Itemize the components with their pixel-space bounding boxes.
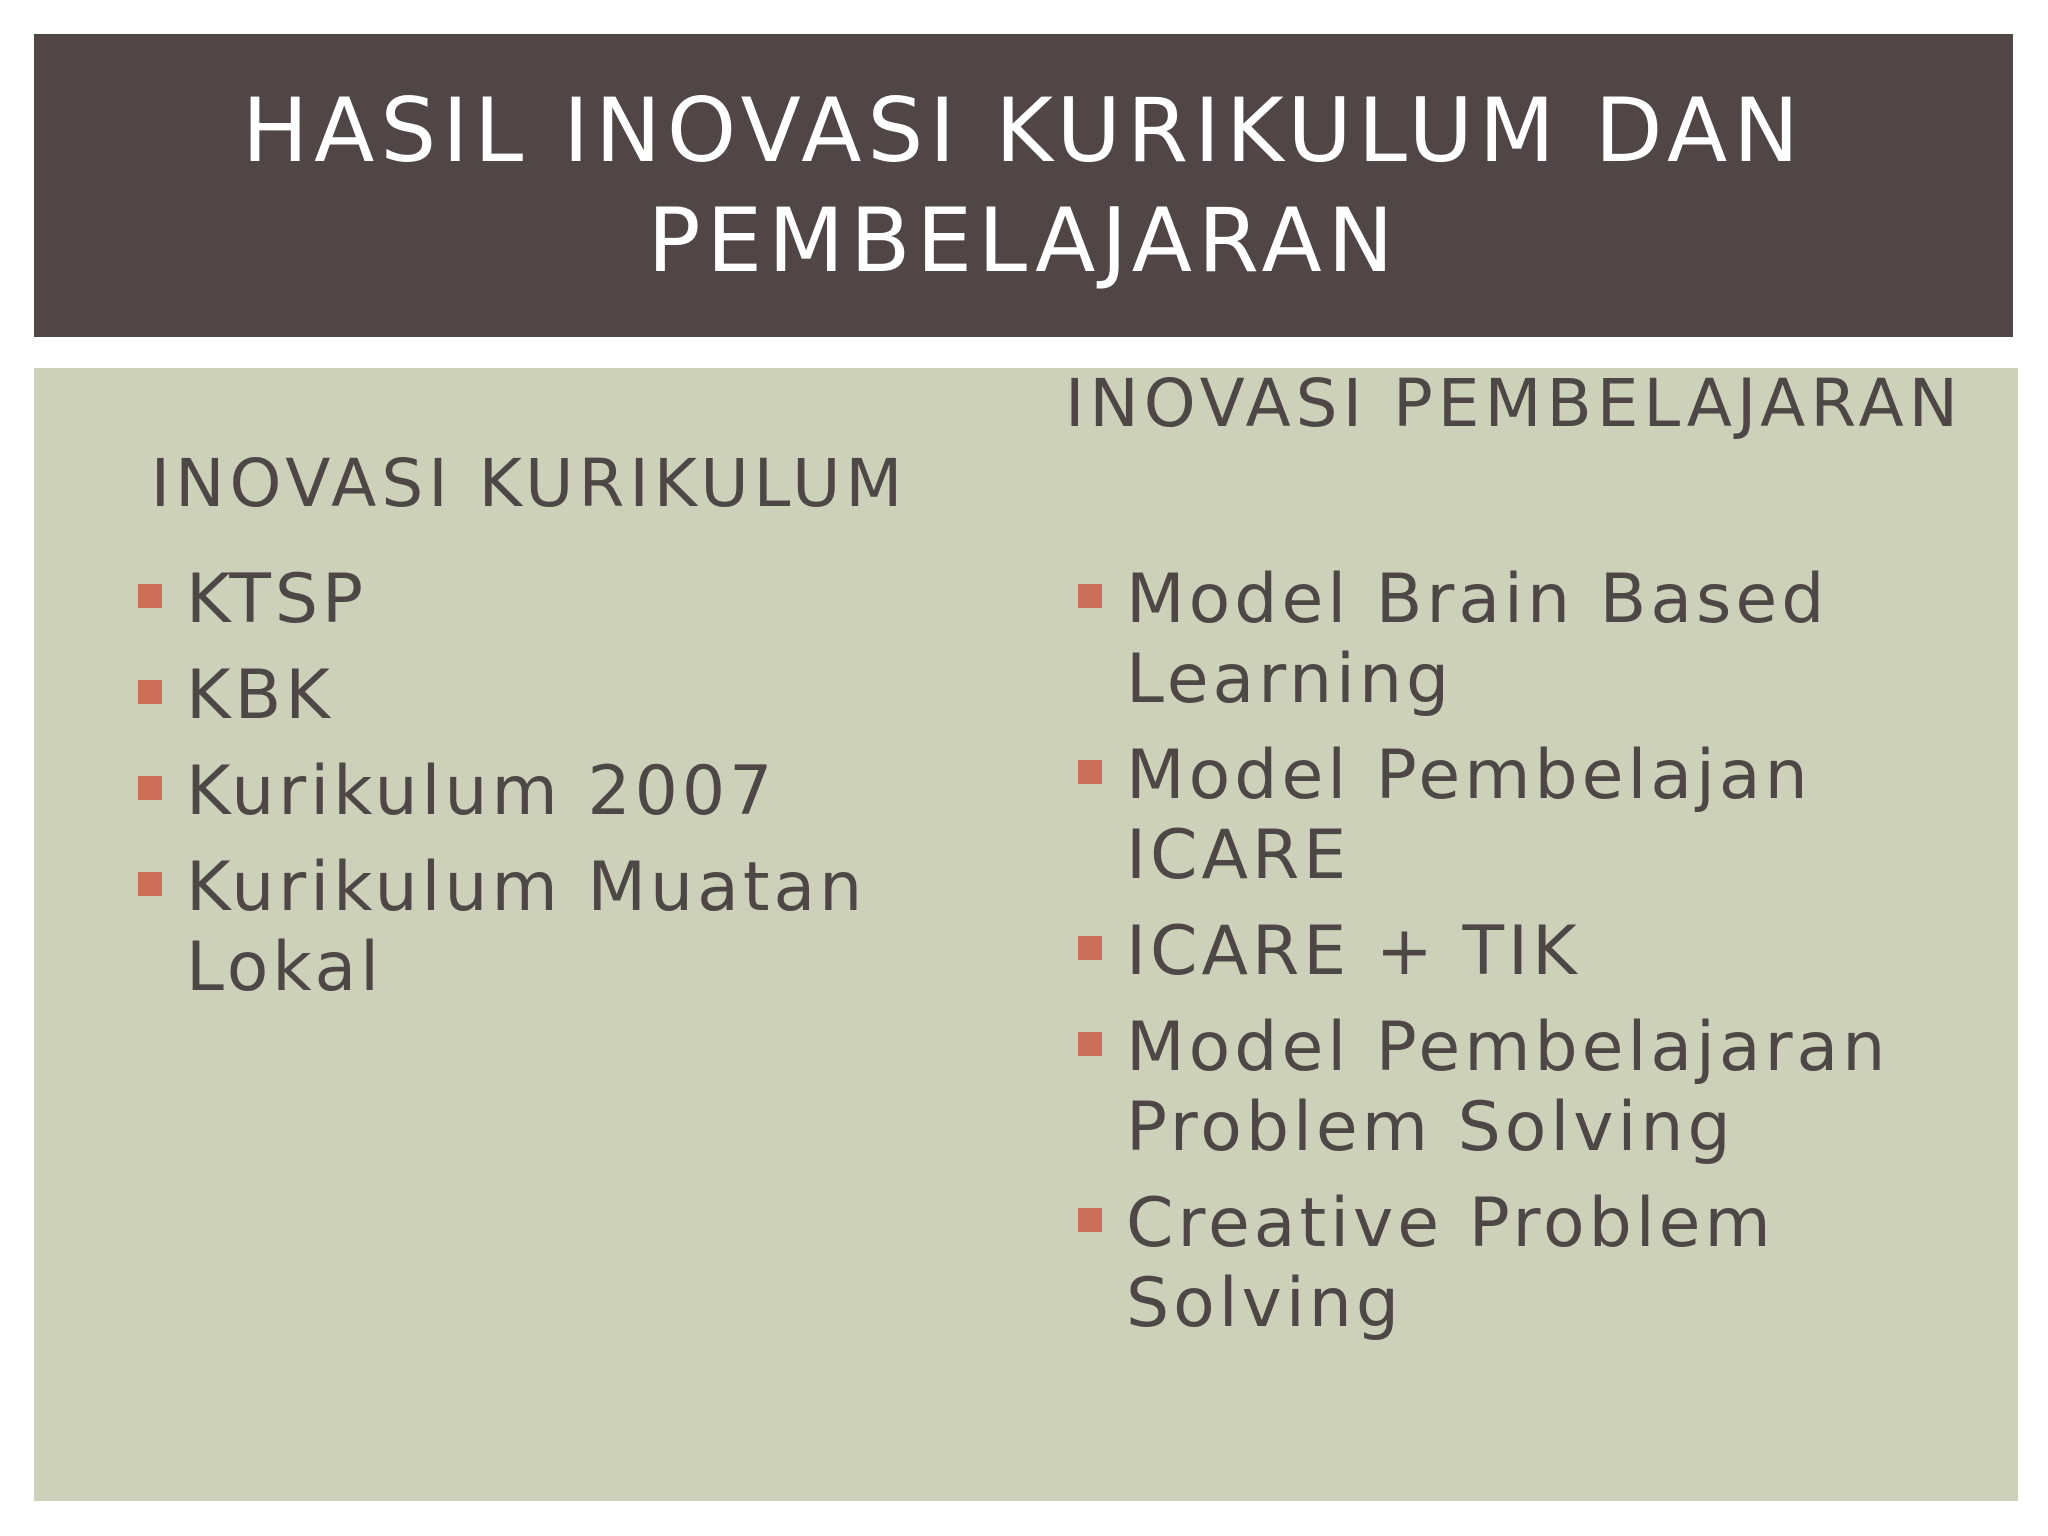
list-item (138, 656, 998, 736)
list-item-text: Creative Problem Solving (1126, 1184, 1775, 1343)
list-item-text: ICARE + TIK (1126, 912, 1581, 991)
list-item-text: Model Pembelajaran Problem Solving (1126, 1008, 1890, 1167)
list-item-text: Model Pembelajan ICARE (1126, 736, 1812, 895)
right-column-heading: INOVASI PEMBELAJARAN (1064, 365, 1964, 442)
list-item-text: Kurikulum 2007 (186, 752, 777, 831)
square-bullet-icon (1078, 584, 1102, 608)
list-item (1078, 736, 1978, 896)
list-item (138, 560, 998, 640)
list-item-text: KBK (186, 656, 334, 735)
title-bar (34, 34, 2013, 337)
square-bullet-icon (138, 872, 162, 896)
square-bullet-icon (1078, 936, 1102, 960)
list-item (1078, 1184, 1978, 1344)
square-bullet-icon (1078, 1208, 1102, 1232)
list-item (1078, 912, 1978, 992)
left-bullet-list (138, 560, 998, 1024)
left-column-heading: INOVASI KURIKULUM (150, 445, 908, 522)
square-bullet-icon (138, 776, 162, 800)
list-item-text: Kurikulum Muatan Lokal (186, 848, 867, 1007)
list-item (138, 848, 998, 1008)
square-bullet-icon (138, 584, 162, 608)
list-item (1078, 1008, 1978, 1168)
square-bullet-icon (1078, 760, 1102, 784)
list-item (138, 752, 998, 832)
list-item (1078, 560, 1978, 720)
square-bullet-icon (1078, 1032, 1102, 1056)
list-item-text: Model Brain Based Learning (1126, 560, 1829, 719)
content-panel (34, 365, 2018, 1501)
slide-title: HASIL INOVASI KURIKULUM DAN PEMBELAJARAN (241, 78, 1806, 292)
square-bullet-icon (138, 680, 162, 704)
right-bullet-list (1078, 560, 1978, 1360)
list-item-text: KTSP (186, 560, 368, 639)
